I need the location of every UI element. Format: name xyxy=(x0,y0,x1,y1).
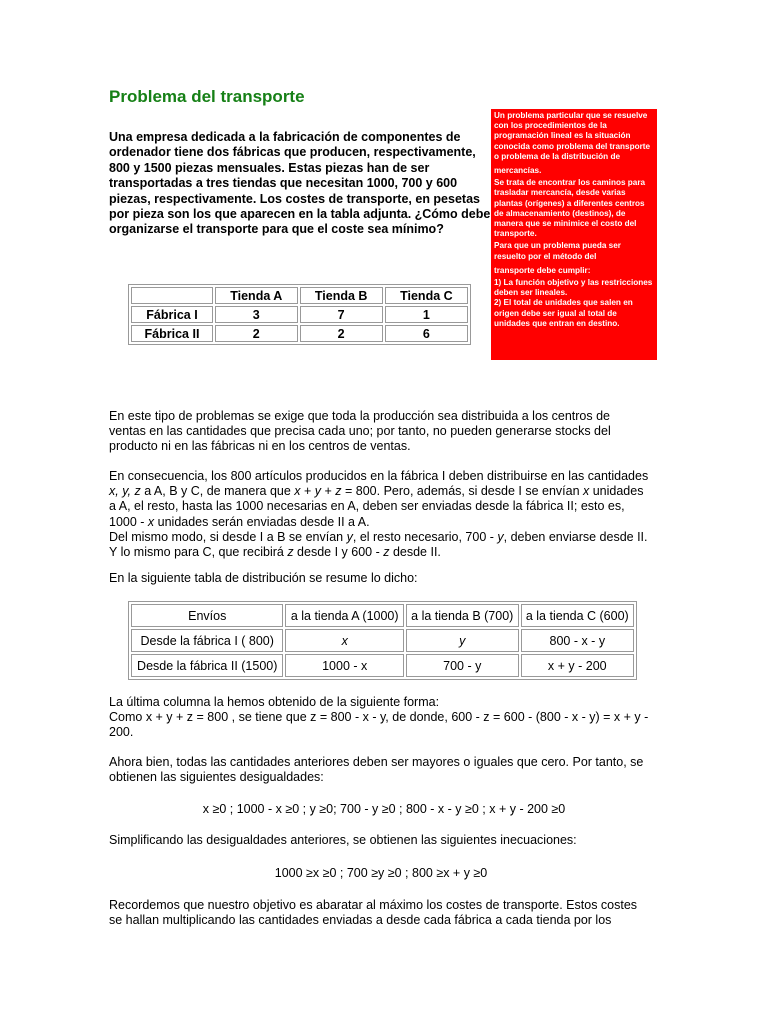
paragraph-text: En este tipo de problemas se exige que toda la producción sea distribuida a los centros de ventas en las cantidades que precisa cada uno; por tanto, no pueden generarse stocks del producto ni en las fábricas ni en los centros de ventas. xyxy=(109,409,611,454)
page-title: Problema del transporte xyxy=(109,87,305,106)
paragraph-text: La última columna la hemos obtenido de la siguiente forma: xyxy=(109,695,440,709)
paragraph-text: Recordemos que nuestro objetivo es abaratar al máximo los costes de transporte. Estos costes se hallan multiplicando las cantidades enviadas a desde cada fábrica a cada tienda por los xyxy=(109,898,638,928)
paragraph xyxy=(109,898,649,928)
paragraph xyxy=(109,695,649,741)
table-row xyxy=(131,325,468,342)
table-row xyxy=(131,654,634,677)
table-header: Tienda B xyxy=(300,287,383,304)
table-cell: x + y - 200 xyxy=(521,654,634,677)
table-cell: 2 xyxy=(300,325,383,342)
sidebar-paragraph: transporte debe cumplir: xyxy=(494,265,591,275)
table-cell: Fábrica II xyxy=(131,325,213,342)
table-cell: 7 xyxy=(300,306,383,323)
table-cell: Desde la fábrica II (1500) xyxy=(131,654,283,677)
table-cell: 2 xyxy=(215,325,298,342)
sidebar-paragraph: 1) La función objetivo y las restricciones deben ser lineales. xyxy=(494,278,653,298)
paragraph-text: Del mismo modo, si desde I a B se envían y, el resto necesario, 700 - y, deben enviarse desde II. Y lo mismo para C, que recibirá z desde I y 600 - z desde II. xyxy=(109,529,648,560)
paragraph xyxy=(109,571,649,586)
paragraph-text: Como x + y + z = 800 , se tiene que z = 800 - x - y, de donde, 600 - z = 600 - (800 - x - y) = x + y - 200. xyxy=(109,710,649,740)
cost-table xyxy=(128,284,471,345)
sidebar-paragraph: 2) El total de unidades que salen en origen debe ser igual al total de unidades que entran en destino. xyxy=(494,298,633,328)
paragraph-text: En consecuencia, los 800 artículos producidos en la fábrica I deben distribuirse en las cantidades x, y, z a A, B y C, de manera que x + y + z = 800. Pero, además, si desde I se envían x unidades a A, el resto, hasta las 1000 necesarias en A, deben ser enviadas desde la fábrica II; esto es, 1000 - x unidades serán enviadas desde II a A. xyxy=(109,469,649,529)
info-sidebar xyxy=(491,109,657,360)
table-cell: y xyxy=(406,629,519,652)
table-header: Tienda C xyxy=(385,287,468,304)
table-cell: 700 - y xyxy=(406,654,519,677)
table-header: Envíos xyxy=(131,604,283,627)
table-cell: 6 xyxy=(385,325,468,342)
paragraph xyxy=(109,409,649,455)
table-cell: 3 xyxy=(215,306,298,323)
sidebar-paragraph: Se trata de encontrar los caminos para trasladar mercancía, desde varias plantas (orígenes) a diferentes centros de almacenamiento (destinos), de manera que se minimice el costo del transporte. xyxy=(494,178,646,239)
paragraph-text: En la siguiente tabla de distribución se resume lo dicho: xyxy=(109,571,418,585)
paragraph-text: Ahora bien, todas las cantidades anteriores deben ser mayores o iguales que cero. Por tanto, se obtienen las siguientes desigualdades: xyxy=(109,755,644,785)
sidebar-paragraph: Un problema particular que se resuelve con los procedimientos de la programación lineal es la situación conocida como problema del transporte o problema de la distribución de xyxy=(494,111,651,161)
table-cell: x xyxy=(285,629,403,652)
table-cell: Fábrica I xyxy=(131,306,213,323)
table-row xyxy=(131,306,468,323)
paragraph xyxy=(109,469,649,560)
distribution-table xyxy=(128,601,637,680)
table-header: Tienda A xyxy=(215,287,298,304)
table-cell: 1 xyxy=(385,306,468,323)
table-cell: Desde la fábrica I ( 800) xyxy=(131,629,283,652)
sidebar-paragraph: Para que un problema pueda ser resuelto por el método del xyxy=(494,241,621,261)
table-cell: 800 - x - y xyxy=(521,629,634,652)
table-header-row xyxy=(131,287,468,304)
paragraph-text: Simplificando las desigualdades anteriores, se obtienen las siguientes inecuaciones: xyxy=(109,833,577,847)
paragraph xyxy=(109,755,649,785)
problem-statement: Una empresa dedicada a la fabricación de componentes de ordenador tiene dos fábricas que producen, respectivamente, 800 y 1500 piezas mensuales. Estas piezas han de ser transportadas a tres tiendas que necesitan 1000, 700 y 600 piezas, respectivamente. Los costes de transporte, en pesetas por pieza son los que aparecen en la tabla adjunta. ¿Cómo debe organizarse el transporte para que el coste sea mínimo? xyxy=(109,130,491,237)
sidebar-paragraph: mercancías. xyxy=(494,166,542,176)
table-cell: 1000 - x xyxy=(285,654,403,677)
table-header: a la tienda C (600) xyxy=(521,604,634,627)
inequations-line: 1000 ≥x ≥0 ; 700 ≥y ≥0 ; 800 ≥x + y ≥0 xyxy=(274,866,488,880)
table-row xyxy=(131,629,634,652)
table-cell xyxy=(131,287,213,304)
table-header: a la tienda A (1000) xyxy=(285,604,403,627)
inequalities-line: x ≥0 ; 1000 - x ≥0 ; y ≥0; 700 - y ≥0 ; 800 - x - y ≥0 ; x + y - 200 ≥0 xyxy=(202,802,566,816)
table-header: a la tienda B (700) xyxy=(406,604,519,627)
paragraph xyxy=(109,833,649,848)
table-header-row xyxy=(131,604,634,627)
